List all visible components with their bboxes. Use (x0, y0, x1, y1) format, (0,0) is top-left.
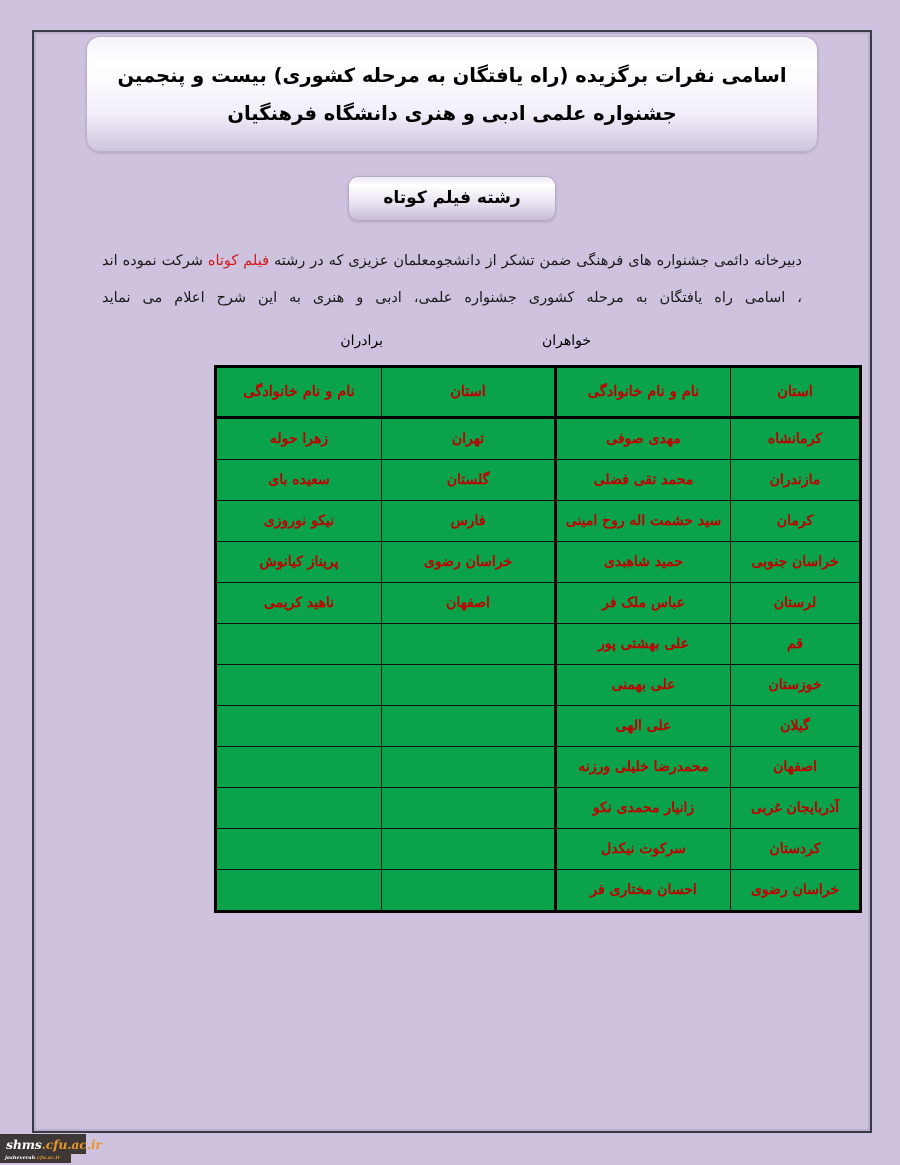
watermark-sub-domain: .cfu.ac.ir (35, 1155, 61, 1161)
cell-sisters-province: فارس (382, 500, 556, 541)
watermark-main (0, 1134, 102, 1154)
cell-brothers-name: علی بهشتی پور (556, 623, 731, 664)
group-caption-sisters: خواهران (541, 332, 591, 349)
cell-brothers-name: علی الهی (556, 705, 731, 746)
cell-brothers-name: مهدی صوفی (556, 417, 731, 459)
cell-sisters-name (216, 787, 382, 828)
cell-sisters-name (216, 623, 382, 664)
intro-text-part-1: دبیرخانه دائمی جشنواره های فرهنگی ضمن تشکر از دانشجومعلمان عزیزی که در رشته (273, 253, 803, 270)
cell-sisters-name: سعیده بای (216, 459, 382, 500)
column-header-sisters-province: استان (382, 366, 556, 417)
page-title-line-2: جشنواره علمی ادبی و هنری دانشگاه فرهنگیان (227, 102, 677, 126)
results-table (214, 365, 862, 913)
group-caption-brothers: برادران (340, 332, 383, 349)
cell-sisters-province (382, 828, 556, 869)
watermark-site-name: shms (6, 1137, 42, 1152)
title-panel (86, 36, 818, 152)
cell-sisters-province (382, 623, 556, 664)
results-table-container (65, 365, 862, 913)
cell-brothers-name: سرکوت نیکدل (556, 828, 731, 869)
cell-brothers-name: محمد تقی فضلی (556, 459, 731, 500)
intro-paragraph (102, 243, 802, 317)
site-watermark (0, 1134, 102, 1163)
cell-brothers-province: گیلان (731, 705, 861, 746)
cell-sisters-province (382, 705, 556, 746)
cell-sisters-name (216, 828, 382, 869)
table-header-row (216, 366, 861, 417)
table-row (216, 623, 861, 664)
table-row (216, 869, 861, 911)
cell-sisters-name (216, 869, 382, 911)
cell-brothers-province: خراسان رضوی (731, 869, 861, 911)
cell-brothers-province: لرستان (731, 582, 861, 623)
table-row (216, 828, 861, 869)
cell-sisters-name: نیکو نوروزی (216, 500, 382, 541)
table-row (216, 746, 861, 787)
cell-brothers-name: زانیار محمدی نکو (556, 787, 731, 828)
watermark-site-domain: .cfu.ac.ir (41, 1137, 102, 1152)
cell-sisters-name: زهرا حوله (216, 417, 382, 459)
table-head (216, 366, 861, 417)
cell-brothers-province: کردستان (731, 828, 861, 869)
table-row (216, 787, 861, 828)
cell-sisters-province: اصفهان (382, 582, 556, 623)
column-header-brothers-name: نام و نام خانوادگی (556, 366, 731, 417)
group-captions (32, 333, 872, 359)
watermark-sub-name: jasheverah (5, 1155, 36, 1161)
cell-sisters-name (216, 705, 382, 746)
cell-brothers-name: علی بهمنی (556, 664, 731, 705)
cell-sisters-province: خراسان رضوی (382, 541, 556, 582)
cell-brothers-name: عباس ملک فر (556, 582, 731, 623)
table-row (216, 541, 861, 582)
cell-brothers-province: خوزستان (731, 664, 861, 705)
page-title-line-1: اسامی نفرات برگزیده (راه یافتگان به مرحله کشوری) بیست و پنجمین (117, 64, 787, 87)
category-badge: رشته فیلم کوتاه (348, 176, 555, 221)
cell-sisters-name: ناهید کریمی (216, 582, 382, 623)
table-row (216, 705, 861, 746)
cell-sisters-name: پریناز کیانوش (216, 541, 382, 582)
cell-sisters-province: تهران (382, 417, 556, 459)
category-badge-container (32, 176, 872, 221)
cell-brothers-province: کرمانشاه (731, 417, 861, 459)
table-row (216, 582, 861, 623)
cell-brothers-province: مازندران (731, 459, 861, 500)
cell-brothers-name: احسان مختاری فر (556, 869, 731, 911)
table-body (216, 417, 861, 911)
cell-sisters-province (382, 664, 556, 705)
cell-brothers-name: سید حشمت اله روح امینی (556, 500, 731, 541)
table-row (216, 417, 861, 459)
intro-text-part-2: شرکت نموده اند ، اسامی راه یافتگان به مرحله کشوری جشنواره علمی، ادبی و هنری به این شرح اعلام می نماید (102, 253, 802, 306)
cell-brothers-province: قم (731, 623, 861, 664)
cell-sisters-province: گلستان (382, 459, 556, 500)
cell-sisters-province (382, 787, 556, 828)
watermark-sub (0, 1154, 71, 1163)
intro-highlight-category: فیلم کوتاه (207, 253, 270, 270)
table-row (216, 500, 861, 541)
cell-sisters-province (382, 869, 556, 911)
page-content (32, 30, 872, 1133)
cell-sisters-name (216, 664, 382, 705)
cell-brothers-province: کرمان (731, 500, 861, 541)
table-row (216, 459, 861, 500)
cell-sisters-province (382, 746, 556, 787)
cell-brothers-province: خراسان جنوبی (731, 541, 861, 582)
cell-brothers-name: حمید شاهبدی (556, 541, 731, 582)
cell-brothers-province: آذربایجان غربی (731, 787, 861, 828)
cell-brothers-province: اصفهان (731, 746, 861, 787)
cell-sisters-name (216, 746, 382, 787)
cell-brothers-name: محمدرضا خلیلی ورزنه (556, 746, 731, 787)
column-header-sisters-name: نام و نام خانوادگی (216, 366, 382, 417)
column-header-brothers-province: استان (731, 366, 861, 417)
table-row (216, 664, 861, 705)
